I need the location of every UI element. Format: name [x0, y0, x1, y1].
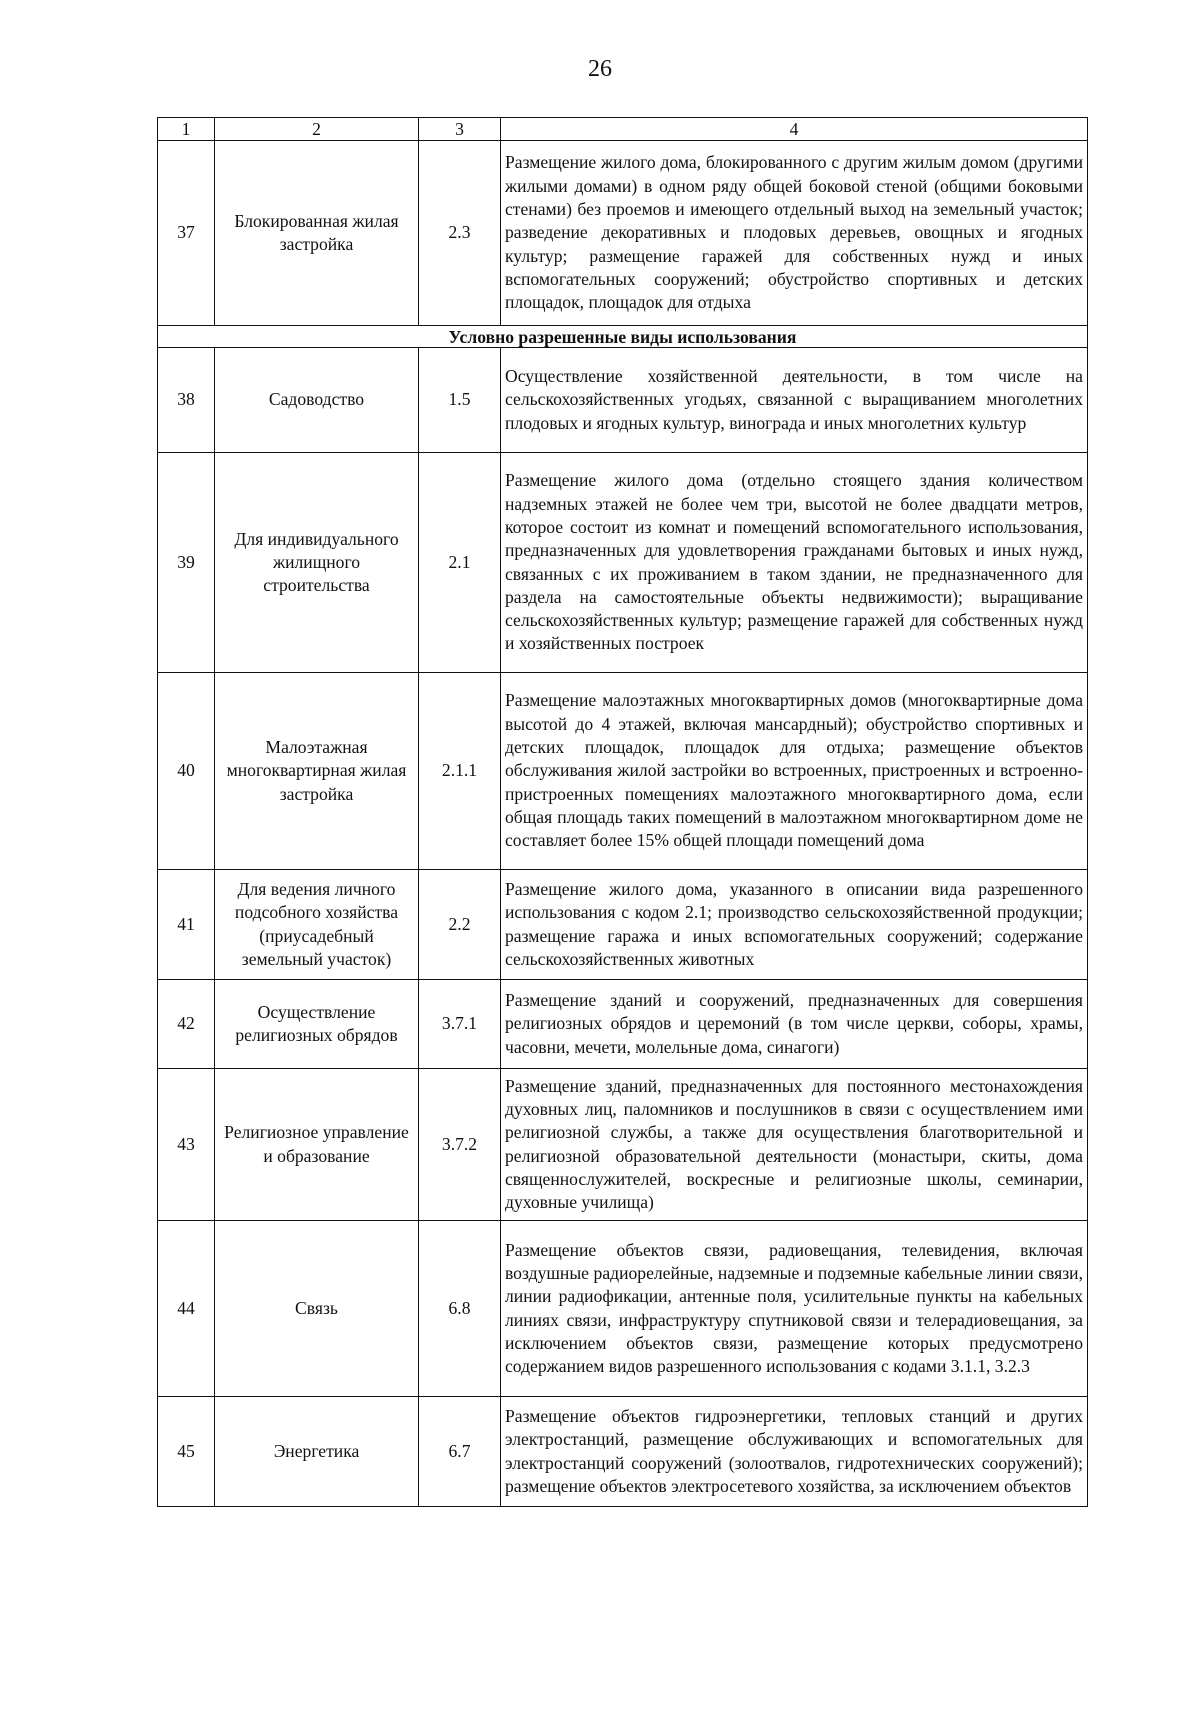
row-name: Религиозное управление и образование [215, 1069, 419, 1221]
row-number: 37 [158, 141, 215, 326]
row-code: 2.1 [419, 453, 501, 673]
table-row [158, 348, 1088, 453]
row-code: 6.7 [419, 1397, 501, 1507]
row-description: Осуществление хозяйственной деятельности, в том числе на сельскохозяйственных угодьях, связанной с выращиванием многолетних плодовых и ягодных культур, винограда и иных многолетних культур [501, 348, 1088, 453]
row-description: Размещение малоэтажных многоквартирных домов (многоквартирные дома высотой до 4 этажей, включая мансардный); обустройство спортивных и детских площадок, площадок для отдыха; размещение объектов обслуживания жилой застройки во встроенных, пристроенных и встроенно-пристроенных помещениях малоэтажного многоквартирного дома, если общая площадь таких помещений в малоэтажном многоквартирном доме не составляет более 15% общей площади помещений дома [501, 673, 1088, 870]
row-number: 44 [158, 1221, 215, 1397]
column-header: 1 [158, 118, 215, 141]
table-row [158, 1221, 1088, 1397]
row-name: Связь [215, 1221, 419, 1397]
table-row [158, 1069, 1088, 1221]
row-code: 3.7.2 [419, 1069, 501, 1221]
row-number: 38 [158, 348, 215, 453]
row-number: 45 [158, 1397, 215, 1507]
row-number: 43 [158, 1069, 215, 1221]
row-code: 2.2 [419, 870, 501, 980]
row-code: 2.3 [419, 141, 501, 326]
row-description: Размещение объектов связи, радиовещания, телевидения, включая воздушные радиорелейные, надземные и подземные кабельные линии связи, линии радиофикации, антенные поля, усилительные пункты на кабельных линиях связи, инфраструктуру спутниковой связи и телерадиовещания, за исключением объектов связи, размещение которых предусмотрено содержанием видов разрешенного использования с кодами 3.1.1, 3.2.3 [501, 1221, 1088, 1397]
row-name: Энергетика [215, 1397, 419, 1507]
row-description: Размещение зданий, предназначенных для постоянного местонахождения духовных лиц, паломников и послушников в связи с осуществлением ими религиозной службы, а также для осуществления благотворительной и религиозной образовательной деятельности (монастыри, скиты, дома священнослужителей, воскресные и религиозные школы, семинарии, духовные училища) [501, 1069, 1088, 1221]
table-row [158, 453, 1088, 673]
row-name: Для индивидуального жилищного строительства [215, 453, 419, 673]
row-description: Размещение жилого дома, блокированного с другим жилым домом (другими жилыми домами) в одном ряду общей боковой стеной (общими боковыми стенами) без проемов и имеющего отдельный выход на земельный участок; разведение декоративных и плодовых деревьев, овощных и ягодных культур; размещение гаражей для собственных нужд и иных вспомогательных сооружений; обустройство спортивных и детских площадок, площадок для отдыха [501, 141, 1088, 326]
row-name: Малоэтажная многоквартирная жилая застройка [215, 673, 419, 870]
table-row [158, 1397, 1088, 1507]
row-name: Садоводство [215, 348, 419, 453]
row-number: 42 [158, 980, 215, 1069]
row-number: 41 [158, 870, 215, 980]
table-row [158, 870, 1088, 980]
column-header: 3 [419, 118, 501, 141]
row-description: Размещение зданий и сооружений, предназначенных для совершения религиозных обрядов и церемоний (в том числе церкви, соборы, храмы, часовни, мечети, молельные дома, синагоги) [501, 980, 1088, 1069]
row-name: Осуществление религиозных обрядов [215, 980, 419, 1069]
row-code: 3.7.1 [419, 980, 501, 1069]
table-header-row [158, 118, 1088, 141]
row-code: 1.5 [419, 348, 501, 453]
row-name: Для ведения личного подсобного хозяйства (приусадебный земельный участок) [215, 870, 419, 980]
row-number: 40 [158, 673, 215, 870]
section-row [158, 326, 1088, 348]
table-row [158, 141, 1088, 326]
row-code: 6.8 [419, 1221, 501, 1397]
column-header: 2 [215, 118, 419, 141]
row-number: 39 [158, 453, 215, 673]
section-title: Условно разрешенные виды использования [158, 326, 1088, 348]
row-code: 2.1.1 [419, 673, 501, 870]
row-description: Размещение объектов гидроэнергетики, тепловых станций и других электростанций, размещение обслуживающих и вспомогательных для электростанций сооружений (золоотвалов, гидротехнических сооружений); размещение объектов электросетевого хозяйства, за исключением объектов [501, 1397, 1088, 1507]
row-description: Размещение жилого дома, указанного в описании вида разрешенного использования с кодом 2.1; производство сельскохозяйственной продукции; размещение гаража и иных вспомогательных сооружений; содержание сельскохозяйственных животных [501, 870, 1088, 980]
row-name: Блокированная жилая застройка [215, 141, 419, 326]
land-use-table [157, 117, 1088, 1507]
page-number: 26 [588, 56, 612, 82]
table-row [158, 673, 1088, 870]
column-header: 4 [501, 118, 1088, 141]
row-description: Размещение жилого дома (отдельно стоящего здания количеством надземных этажей не более чем три, высотой не более двадцати метров, которое состоит из комнат и помещений вспомогательного использования, предназначенных для удовлетворения гражданами бытовых и иных нужд, связанных с их проживанием в таком здании, не предназначенного для раздела на самостоятельные объекты недвижимости); выращивание сельскохозяйственных культур; размещение гаражей для собственных нужд и хозяйственных построек [501, 453, 1088, 673]
table-row [158, 980, 1088, 1069]
